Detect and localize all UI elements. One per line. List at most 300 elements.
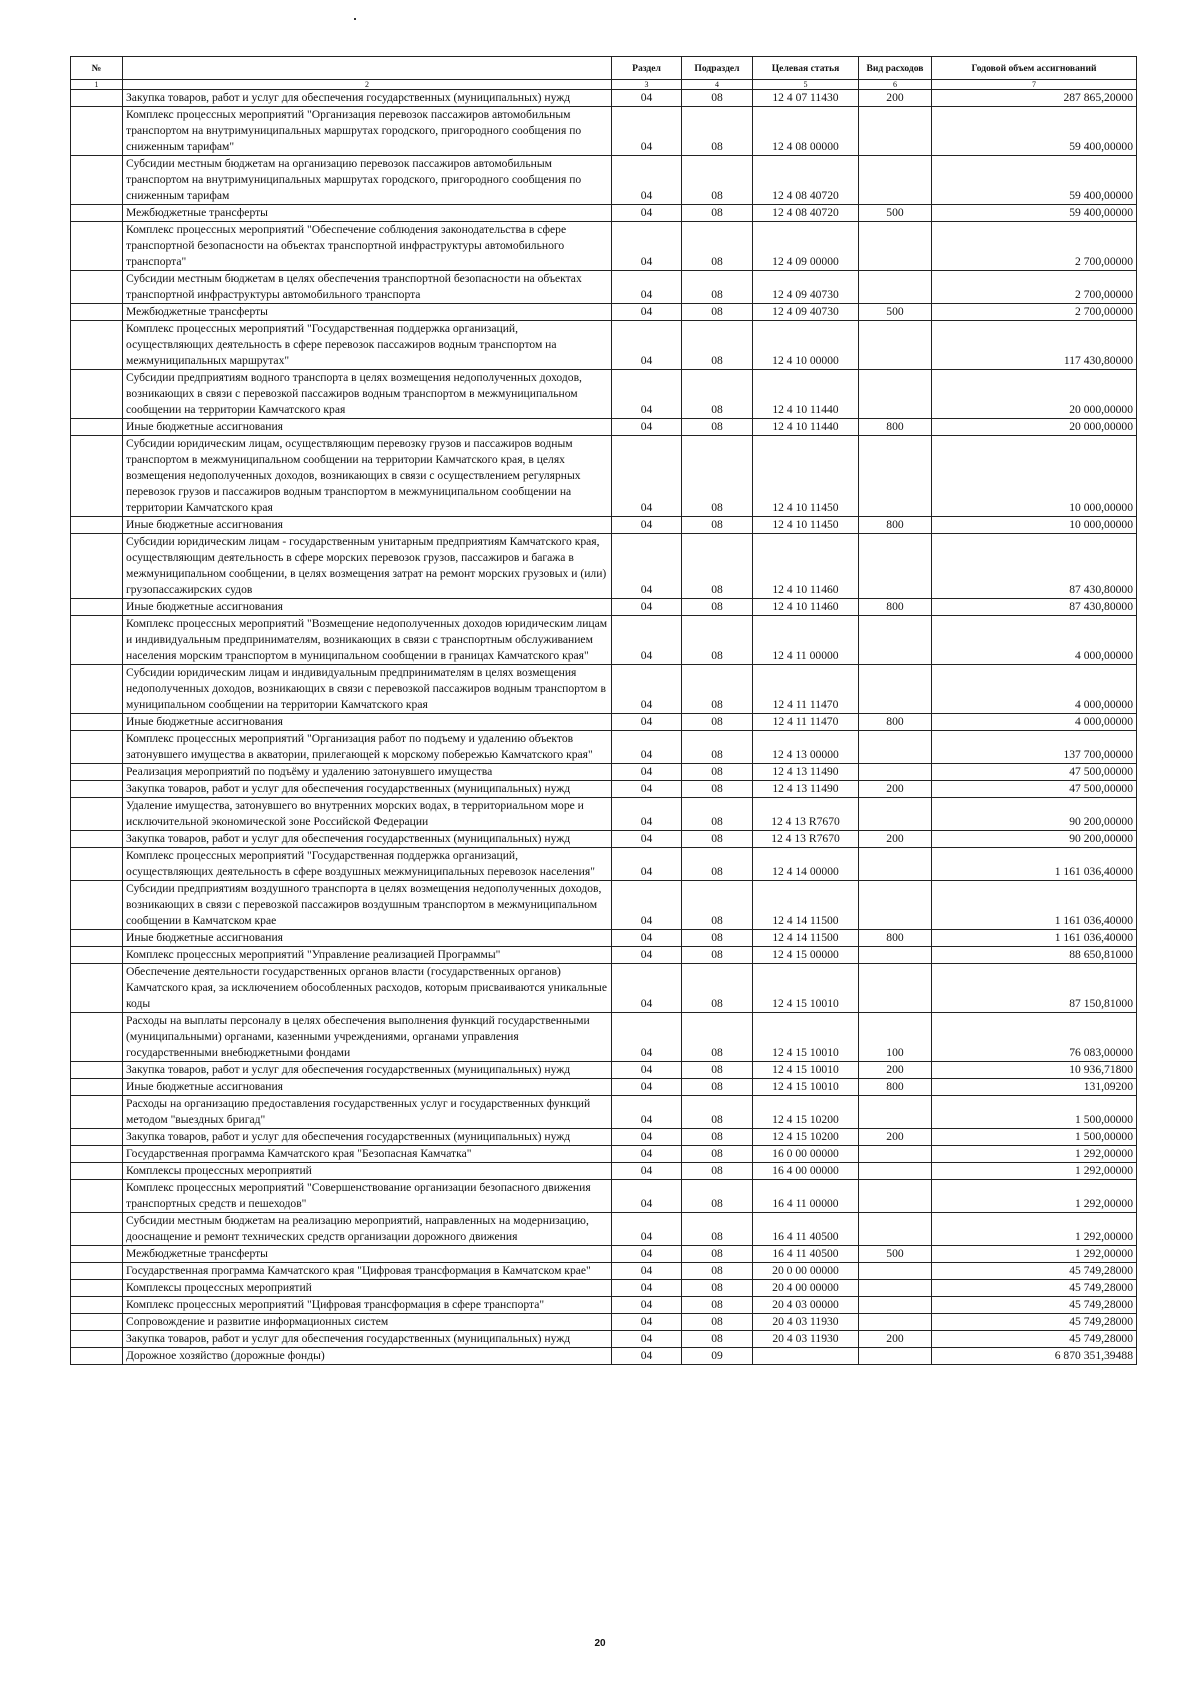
row-target-cell: 12 4 07 11430	[753, 90, 859, 107]
row-section-cell: 04	[612, 731, 682, 764]
table-row	[71, 714, 1137, 731]
table-row	[71, 436, 1137, 517]
row-subsection-cell: 08	[682, 1079, 753, 1096]
table-row	[71, 1280, 1137, 1297]
row-section-cell: 04	[612, 764, 682, 781]
table-row	[71, 848, 1137, 881]
row-subsection-cell: 08	[682, 848, 753, 881]
header-target: Целевая статья	[753, 57, 859, 80]
row-section-cell: 04	[612, 1062, 682, 1079]
row-type-cell	[859, 107, 932, 156]
row-amount-cell: 20 000,00000	[932, 370, 1137, 419]
row-target-cell: 20 0 00 00000	[753, 1263, 859, 1280]
row-type-cell: 200	[859, 1129, 932, 1146]
row-number-cell	[71, 764, 123, 781]
row-name-cell: Дорожное хозяйство (дорожные фонды)	[123, 1348, 612, 1365]
row-subsection-cell: 08	[682, 1062, 753, 1079]
table-row	[71, 321, 1137, 370]
row-number-cell	[71, 964, 123, 1013]
row-type-cell	[859, 534, 932, 599]
row-target-cell: 20 4 00 00000	[753, 1280, 859, 1297]
table-row	[71, 1263, 1137, 1280]
row-amount-cell: 45 749,28000	[932, 1314, 1137, 1331]
row-number-cell	[71, 731, 123, 764]
row-amount-cell: 45 749,28000	[932, 1331, 1137, 1348]
row-number-cell	[71, 1079, 123, 1096]
row-amount-cell: 2 700,00000	[932, 222, 1137, 271]
row-type-cell: 200	[859, 90, 932, 107]
row-amount-cell: 1 292,00000	[932, 1246, 1137, 1263]
row-target-cell: 12 4 15 10200	[753, 1129, 859, 1146]
table-row	[71, 370, 1137, 419]
table-row	[71, 1213, 1137, 1246]
row-type-cell	[859, 436, 932, 517]
row-amount-cell: 4 000,00000	[932, 714, 1137, 731]
row-type-cell	[859, 1348, 932, 1365]
row-type-cell: 200	[859, 1062, 932, 1079]
row-name-cell: Сопровождение и развитие информационных систем	[123, 1314, 612, 1331]
row-section-cell: 04	[612, 156, 682, 205]
table-row	[71, 419, 1137, 436]
row-type-cell	[859, 731, 932, 764]
row-subsection-cell: 08	[682, 831, 753, 848]
table-row	[71, 616, 1137, 665]
row-section-cell: 04	[612, 1297, 682, 1314]
row-target-cell: 12 4 10 11450	[753, 436, 859, 517]
row-type-cell	[859, 764, 932, 781]
row-section-cell: 04	[612, 271, 682, 304]
row-subsection-cell: 08	[682, 764, 753, 781]
header-subsection: Подраздел	[682, 57, 753, 80]
row-subsection-cell: 08	[682, 271, 753, 304]
row-target-cell: 12 4 11 00000	[753, 616, 859, 665]
row-target-cell: 12 4 13 11490	[753, 764, 859, 781]
row-type-cell: 800	[859, 419, 932, 436]
row-amount-cell: 10 936,71800	[932, 1062, 1137, 1079]
row-section-cell: 04	[612, 798, 682, 831]
col-number: 7	[932, 80, 1137, 90]
row-subsection-cell: 08	[682, 731, 753, 764]
row-number-cell	[71, 616, 123, 665]
row-target-cell: 12 4 14 00000	[753, 848, 859, 881]
row-number-cell	[71, 947, 123, 964]
row-section-cell: 04	[612, 1079, 682, 1096]
row-name-cell: Комплекс процессных мероприятий "Возмещение недополученных доходов юридическим лицам и индивидуальным предпринимателям, возникающих в связи с транспортным обслуживанием населения морским транспортом в муниципальном сообщении в границах Камчатского края"	[123, 616, 612, 665]
row-name-cell: Межбюджетные трансферты	[123, 205, 612, 222]
table-row	[71, 1348, 1137, 1365]
row-target-cell: 12 4 11 11470	[753, 714, 859, 731]
col-number: 2	[123, 80, 612, 90]
table-row	[71, 517, 1137, 534]
row-amount-cell: 131,09200	[932, 1079, 1137, 1096]
row-section-cell: 04	[612, 1129, 682, 1146]
row-type-cell: 500	[859, 1246, 932, 1263]
row-amount-cell: 59 400,00000	[932, 107, 1137, 156]
row-name-cell: Иные бюджетные ассигнования	[123, 599, 612, 616]
row-type-cell	[859, 1213, 932, 1246]
row-amount-cell: 90 200,00000	[932, 798, 1137, 831]
row-subsection-cell: 08	[682, 616, 753, 665]
row-name-cell: Государственная программа Камчатского края "Безопасная Камчатка"	[123, 1146, 612, 1163]
row-type-cell: 200	[859, 831, 932, 848]
row-type-cell	[859, 1163, 932, 1180]
row-target-cell: 12 4 11 11470	[753, 665, 859, 714]
row-number-cell	[71, 205, 123, 222]
row-section-cell: 04	[612, 107, 682, 156]
row-type-cell	[859, 370, 932, 419]
table-row	[71, 1246, 1137, 1263]
row-name-cell: Субсидии юридическим лицам, осуществляющим перевозку грузов и пассажиров водным транспортом в межмуниципальном сообщении на территории Камчатского края, в целях возмещения недополученных доходов, возникающих в связи с осуществлением регулярных перевозок грузов и пассажиров водным транспортом в межмуниципальном сообщении на территории Камчатского края	[123, 436, 612, 517]
row-subsection-cell: 08	[682, 517, 753, 534]
row-section-cell: 04	[612, 517, 682, 534]
table-row	[71, 964, 1137, 1013]
row-name-cell: Комплексы процессных мероприятий	[123, 1163, 612, 1180]
row-amount-cell: 1 500,00000	[932, 1129, 1137, 1146]
row-number-cell	[71, 1297, 123, 1314]
row-amount-cell: 2 700,00000	[932, 271, 1137, 304]
row-type-cell	[859, 848, 932, 881]
row-subsection-cell: 08	[682, 1096, 753, 1129]
row-subsection-cell: 08	[682, 534, 753, 599]
table-row	[71, 1297, 1137, 1314]
row-section-cell: 04	[612, 665, 682, 714]
row-name-cell: Закупка товаров, работ и услуг для обеспечения государственных (муниципальных) нужд	[123, 1062, 612, 1079]
table-row	[71, 1180, 1137, 1213]
row-number-cell	[71, 1263, 123, 1280]
row-name-cell: Реализация мероприятий по подъёму и удалению затонувшего имущества	[123, 764, 612, 781]
row-target-cell: 12 4 10 11440	[753, 419, 859, 436]
table-row	[71, 205, 1137, 222]
row-number-cell	[71, 1331, 123, 1348]
row-target-cell: 16 4 00 00000	[753, 1163, 859, 1180]
row-section-cell: 04	[612, 370, 682, 419]
budget-table	[70, 56, 1137, 1365]
row-section-cell: 04	[612, 304, 682, 321]
row-name-cell: Комплекс процессных мероприятий "Государственная поддержка организаций, осуществляющих деятельность в сфере воздушных межмуниципальных перевозок населения"	[123, 848, 612, 881]
table-row	[71, 1062, 1137, 1079]
row-section-cell: 04	[612, 599, 682, 616]
row-number-cell	[71, 930, 123, 947]
row-type-cell	[859, 321, 932, 370]
row-number-cell	[71, 599, 123, 616]
row-number-cell	[71, 798, 123, 831]
row-amount-cell: 1 500,00000	[932, 1096, 1137, 1129]
row-subsection-cell: 08	[682, 599, 753, 616]
row-section-cell: 04	[612, 534, 682, 599]
row-number-cell	[71, 436, 123, 517]
row-section-cell: 04	[612, 848, 682, 881]
row-target-cell: 12 4 15 10010	[753, 964, 859, 1013]
row-section-cell: 04	[612, 1146, 682, 1163]
row-amount-cell: 4 000,00000	[932, 665, 1137, 714]
row-subsection-cell: 08	[682, 1297, 753, 1314]
row-number-cell	[71, 781, 123, 798]
row-section-cell: 04	[612, 781, 682, 798]
row-number-cell	[71, 222, 123, 271]
table-row	[71, 304, 1137, 321]
header-amount: Годовой объем ассигнований	[932, 57, 1137, 80]
col-number: 4	[682, 80, 753, 90]
table-body	[71, 90, 1137, 1365]
row-target-cell: 20 4 03 11930	[753, 1331, 859, 1348]
row-number-cell	[71, 1314, 123, 1331]
row-name-cell: Субсидии юридическим лицам и индивидуальным предпринимателям в целях возмещения недополученных доходов, возникающих в связи с перевозкой пассажиров водным транспортом в муниципальном сообщении на территории Камчатского края	[123, 665, 612, 714]
row-name-cell: Комплекс процессных мероприятий "Организация работ по подъему и удалению объектов затонувшего имущества в акватории, прилегающей к морскому побережью Камчатского края"	[123, 731, 612, 764]
row-amount-cell: 117 430,80000	[932, 321, 1137, 370]
row-type-cell: 500	[859, 205, 932, 222]
table-row	[71, 107, 1137, 156]
row-amount-cell: 1 292,00000	[932, 1163, 1137, 1180]
row-amount-cell: 45 749,28000	[932, 1297, 1137, 1314]
row-subsection-cell: 08	[682, 1280, 753, 1297]
row-amount-cell: 1 292,00000	[932, 1213, 1137, 1246]
row-number-cell	[71, 1096, 123, 1129]
row-subsection-cell: 08	[682, 1263, 753, 1280]
row-name-cell: Комплекс процессных мероприятий "Обеспечение соблюдения законодательства в сфере транспортной безопасности на объектах транспортной инфраструктуры автомобильного транспорта"	[123, 222, 612, 271]
row-target-cell: 12 4 15 00000	[753, 947, 859, 964]
row-subsection-cell: 08	[682, 205, 753, 222]
table-row	[71, 1314, 1137, 1331]
row-section-cell: 04	[612, 321, 682, 370]
row-number-cell	[71, 517, 123, 534]
row-type-cell	[859, 1146, 932, 1163]
row-target-cell: 12 4 13 00000	[753, 731, 859, 764]
table-row	[71, 1013, 1137, 1062]
table-row	[71, 1163, 1137, 1180]
row-subsection-cell: 08	[682, 947, 753, 964]
row-target-cell: 12 4 13 R7670	[753, 831, 859, 848]
row-subsection-cell: 08	[682, 714, 753, 731]
row-amount-cell: 47 500,00000	[932, 764, 1137, 781]
row-name-cell: Иные бюджетные ассигнования	[123, 714, 612, 731]
row-target-cell: 12 4 08 40720	[753, 156, 859, 205]
row-number-cell	[71, 1213, 123, 1246]
row-type-cell	[859, 156, 932, 205]
row-type-cell: 800	[859, 714, 932, 731]
row-subsection-cell: 08	[682, 436, 753, 517]
row-subsection-cell: 08	[682, 798, 753, 831]
row-target-cell: 12 4 13 R7670	[753, 798, 859, 831]
row-name-cell: Комплекс процессных мероприятий "Совершенствование организации безопасного движения транспортных средств и пешеходов"	[123, 1180, 612, 1213]
row-amount-cell: 4 000,00000	[932, 616, 1137, 665]
table-row	[71, 90, 1137, 107]
row-subsection-cell: 08	[682, 1129, 753, 1146]
row-section-cell: 04	[612, 1348, 682, 1365]
row-name-cell: Межбюджетные трансферты	[123, 1246, 612, 1263]
row-amount-cell: 45 749,28000	[932, 1280, 1137, 1297]
row-type-cell	[859, 1096, 932, 1129]
row-section-cell: 04	[612, 1331, 682, 1348]
row-name-cell: Иные бюджетные ассигнования	[123, 419, 612, 436]
row-section-cell: 04	[612, 831, 682, 848]
row-subsection-cell: 08	[682, 222, 753, 271]
row-number-cell	[71, 321, 123, 370]
table-row	[71, 930, 1137, 947]
row-number-cell	[71, 1246, 123, 1263]
row-amount-cell: 1 161 036,40000	[932, 930, 1137, 947]
row-number-cell	[71, 714, 123, 731]
row-target-cell: 16 4 11 40500	[753, 1246, 859, 1263]
row-number-cell	[71, 1146, 123, 1163]
row-section-cell: 04	[612, 90, 682, 107]
row-number-cell	[71, 156, 123, 205]
row-subsection-cell: 08	[682, 1013, 753, 1062]
row-type-cell	[859, 1263, 932, 1280]
row-type-cell	[859, 1314, 932, 1331]
row-name-cell: Иные бюджетные ассигнования	[123, 1079, 612, 1096]
row-number-cell	[71, 534, 123, 599]
row-subsection-cell: 08	[682, 665, 753, 714]
row-section-cell: 04	[612, 964, 682, 1013]
row-target-cell: 12 4 15 10010	[753, 1013, 859, 1062]
row-subsection-cell: 08	[682, 881, 753, 930]
row-amount-cell: 20 000,00000	[932, 419, 1137, 436]
row-target-cell: 16 4 11 00000	[753, 1180, 859, 1213]
row-subsection-cell: 08	[682, 321, 753, 370]
row-amount-cell: 6 870 351,39488	[932, 1348, 1137, 1365]
table-row	[71, 798, 1137, 831]
row-number-cell	[71, 1348, 123, 1365]
row-target-cell: 12 4 10 11450	[753, 517, 859, 534]
row-name-cell: Государственная программа Камчатского края "Цифровая трансформация в Камчатском крае"	[123, 1263, 612, 1280]
row-section-cell: 04	[612, 947, 682, 964]
table-row	[71, 764, 1137, 781]
row-subsection-cell: 08	[682, 304, 753, 321]
row-name-cell: Расходы на выплаты персоналу в целях обеспечения выполнения функций государственными (муниципальными) органами, казенными учреждениями, органами управления государственными внебюджетными фондами	[123, 1013, 612, 1062]
row-number-cell	[71, 419, 123, 436]
row-name-cell: Субсидии местным бюджетам на организацию перевозок пассажиров автомобильным транспортом на внутримуниципальных маршрутах городского, пригородного сообщения по сниженным тарифам	[123, 156, 612, 205]
row-amount-cell: 1 161 036,40000	[932, 881, 1137, 930]
row-amount-cell: 45 749,28000	[932, 1263, 1137, 1280]
row-section-cell: 04	[612, 205, 682, 222]
table-row	[71, 881, 1137, 930]
row-type-cell: 100	[859, 1013, 932, 1062]
table-row	[71, 665, 1137, 714]
col-number: 6	[859, 80, 932, 90]
header-type: Вид расходов	[859, 57, 932, 80]
row-section-cell: 04	[612, 930, 682, 947]
row-section-cell: 04	[612, 1246, 682, 1263]
row-name-cell: Субсидии предприятиям воздушного транспорта в целях возмещения недополученных доходов, возникающих в связи с перевозкой пассажиров воздушным транспортом в межмуниципальном сообщении в Камчатском крае	[123, 881, 612, 930]
row-subsection-cell: 09	[682, 1348, 753, 1365]
header-section: Раздел	[612, 57, 682, 80]
table-row	[71, 947, 1137, 964]
scan-speck	[354, 18, 356, 20]
row-name-cell: Закупка товаров, работ и услуг для обеспечения государственных (муниципальных) нужд	[123, 781, 612, 798]
row-name-cell: Закупка товаров, работ и услуг для обеспечения государственных (муниципальных) нужд	[123, 831, 612, 848]
row-target-cell: 12 4 14 11500	[753, 930, 859, 947]
row-type-cell	[859, 665, 932, 714]
row-subsection-cell: 08	[682, 1331, 753, 1348]
row-target-cell: 16 0 00 00000	[753, 1146, 859, 1163]
row-amount-cell: 87 150,81000	[932, 964, 1137, 1013]
row-amount-cell: 1 292,00000	[932, 1180, 1137, 1213]
row-amount-cell: 10 000,00000	[932, 436, 1137, 517]
row-target-cell: 12 4 10 11460	[753, 534, 859, 599]
row-name-cell: Удаление имущества, затонувшего во внутренних морских водах, в территориальном море и исключительной экономической зоне Российской Федерации	[123, 798, 612, 831]
row-subsection-cell: 08	[682, 964, 753, 1013]
row-number-cell	[71, 831, 123, 848]
row-name-cell: Комплекс процессных мероприятий "Управление реализацией Программы"	[123, 947, 612, 964]
row-amount-cell: 10 000,00000	[932, 517, 1137, 534]
row-target-cell: 20 4 03 00000	[753, 1297, 859, 1314]
row-subsection-cell: 08	[682, 107, 753, 156]
row-section-cell: 04	[612, 1013, 682, 1062]
row-number-cell	[71, 1180, 123, 1213]
row-name-cell: Комплекс процессных мероприятий "Организация перевозок пассажиров автомобильным транспортом на внутримуниципальных маршрутах городского, пригородного сообщения по сниженным тарифам"	[123, 107, 612, 156]
row-name-cell: Обеспечение деятельности государственных органов власти (государственных органов) Камчатского края, за исключением обособленных расходов, которым присваиваются уникальные коды	[123, 964, 612, 1013]
row-amount-cell: 2 700,00000	[932, 304, 1137, 321]
row-type-cell: 800	[859, 599, 932, 616]
row-target-cell: 12 4 09 40730	[753, 271, 859, 304]
row-name-cell: Субсидии предприятиям водного транспорта в целях возмещения недополученных доходов, возникающих в связи с перевозкой пассажиров водным транспортом в межмуниципальном сообщении на территории Камчатского края	[123, 370, 612, 419]
row-amount-cell: 87 430,80000	[932, 534, 1137, 599]
row-name-cell: Комплекс процессных мероприятий "Государственная поддержка организаций, осуществляющих деятельность в сфере перевозок пассажиров водным транспортом на межмуниципальных маршрутах"	[123, 321, 612, 370]
row-number-cell	[71, 370, 123, 419]
row-name-cell: Расходы на организацию предоставления государственных услуг и государственных функций методом "выездных бригад"	[123, 1096, 612, 1129]
row-name-cell: Межбюджетные трансферты	[123, 304, 612, 321]
row-subsection-cell: 08	[682, 90, 753, 107]
header-num: №	[71, 57, 123, 80]
row-name-cell: Иные бюджетные ассигнования	[123, 517, 612, 534]
row-name-cell: Субсидии местным бюджетам в целях обеспечения транспортной безопасности на объектах транспортной инфраструктуры автомобильного транспорта	[123, 271, 612, 304]
table-header-row	[71, 57, 1137, 80]
row-amount-cell: 90 200,00000	[932, 831, 1137, 848]
row-amount-cell: 1 292,00000	[932, 1146, 1137, 1163]
row-type-cell	[859, 616, 932, 665]
row-subsection-cell: 08	[682, 1246, 753, 1263]
row-section-cell: 04	[612, 714, 682, 731]
column-number-row	[71, 80, 1137, 90]
row-target-cell: 12 4 09 00000	[753, 222, 859, 271]
row-amount-cell: 59 400,00000	[932, 205, 1137, 222]
row-target-cell: 20 4 03 11930	[753, 1314, 859, 1331]
row-type-cell: 200	[859, 1331, 932, 1348]
row-number-cell	[71, 1129, 123, 1146]
row-name-cell: Субсидии юридическим лицам - государственным унитарным предприятиям Камчатского края, осуществляющим деятельность в сфере морских перевозок грузов, пассажиров и багажа в межмуниципальном сообщении, в целях возмещения затрат на ремонт морских грузовых и (или) грузопассажирских судов	[123, 534, 612, 599]
row-subsection-cell: 08	[682, 370, 753, 419]
row-target-cell: 12 4 08 00000	[753, 107, 859, 156]
row-type-cell	[859, 947, 932, 964]
row-number-cell	[71, 107, 123, 156]
row-amount-cell: 87 430,80000	[932, 599, 1137, 616]
row-amount-cell: 1 161 036,40000	[932, 848, 1137, 881]
table-row	[71, 731, 1137, 764]
row-target-cell: 12 4 15 10200	[753, 1096, 859, 1129]
row-section-cell: 04	[612, 1280, 682, 1297]
row-subsection-cell: 08	[682, 930, 753, 947]
row-target-cell: 12 4 14 11500	[753, 881, 859, 930]
row-target-cell	[753, 1348, 859, 1365]
col-number: 1	[71, 80, 123, 90]
row-subsection-cell: 08	[682, 1146, 753, 1163]
row-number-cell	[71, 1280, 123, 1297]
row-name-cell: Комплексы процессных мероприятий	[123, 1280, 612, 1297]
row-type-cell	[859, 222, 932, 271]
table-row	[71, 222, 1137, 271]
row-number-cell	[71, 1013, 123, 1062]
row-type-cell	[859, 1297, 932, 1314]
table-row	[71, 1146, 1137, 1163]
row-section-cell: 04	[612, 1314, 682, 1331]
row-target-cell: 16 4 11 40500	[753, 1213, 859, 1246]
row-number-cell	[71, 304, 123, 321]
row-amount-cell: 47 500,00000	[932, 781, 1137, 798]
header-name	[123, 57, 612, 80]
table-row	[71, 831, 1137, 848]
row-type-cell: 800	[859, 517, 932, 534]
row-number-cell	[71, 848, 123, 881]
